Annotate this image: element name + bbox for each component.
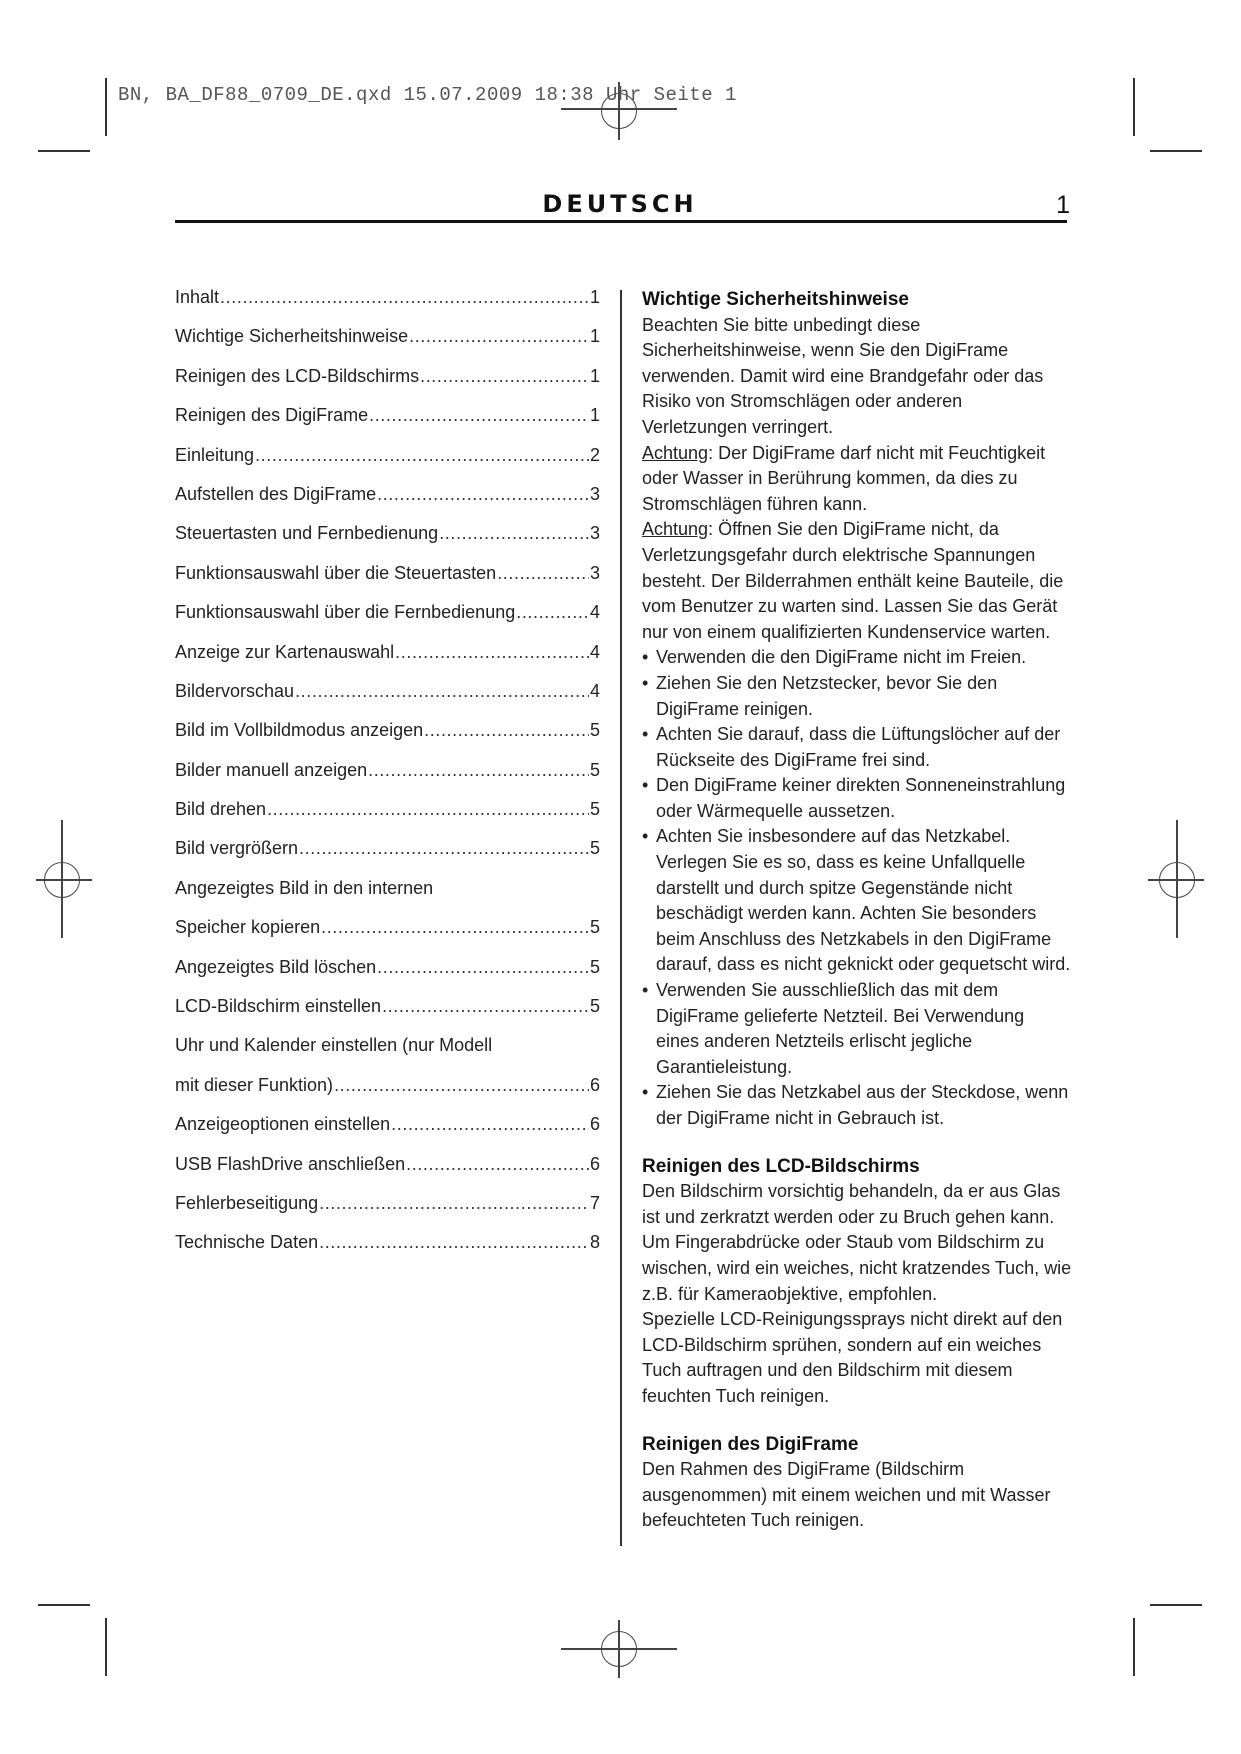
toc-entry[interactable]: Bild im Vollbildmodus anzeigen ..... 5 [175,719,600,758]
crop-mark [105,78,107,136]
toc-entry[interactable]: Bildervorschau ..... 4 [175,680,600,719]
toc-entry[interactable]: LCD-Bildschirm einstellen ..... 5 [175,995,600,1034]
toc-entry[interactable]: USB FlashDrive anschließen ..... 6 [175,1153,600,1192]
header-rule [175,220,1067,223]
crop-mark [1133,78,1135,136]
toc-entry[interactable]: Wichtige Sicherheitshinweise ..... 1 [175,325,600,364]
crop-mark [38,150,90,152]
toc-entry[interactable]: Angezeigtes Bild löschen ..... 5 [175,956,600,995]
lcd-paragraph: Spezielle LCD-Reinigungssprays nicht direkt auf den LCD-Bildschirm sprühen, sondern auf ein weiches Tuch auftragen und den Bildschirm mit diesem feuchten Tuch reinigen. [642,1309,1063,1406]
toc-entry[interactable]: Bild drehen ..... 5 [175,798,600,837]
section-heading-safety: Wichtige Sicherheitshinweise [642,289,909,310]
toc-entry[interactable]: Inhalt ..... 1 [175,286,600,325]
crop-mark [38,1604,90,1606]
lcd-paragraph: Um Fingerabdrücke oder Staub vom Bildschirm zu wischen, wird ein weiches, nicht kratzendes Tuch, wie z.B. für Kameraobjektive, empfohlen. [642,1232,1072,1304]
registration-circle [1159,862,1195,898]
toc-entry[interactable]: Anzeige zur Kartenauswahl ..... 4 [175,641,600,680]
list-item: • Achten Sie insbesondere auf das Netzkabel. Verlegen Sie es so, dass es keine Unfallquelle darstellt und durch spitze Gegenstände nicht beschädigt werden kann. Achten Sie besonders beim Anschluss des Netzkabels in den DigiFrame darauf, dass es nicht geknickt oder gequetscht wird. [642,824,1072,978]
toc-entry[interactable]: mit dieser Funktion) ..... 6 [175,1074,600,1113]
toc-entry[interactable]: Reinigen des DigiFrame ..... 1 [175,404,600,443]
toc-entry[interactable]: Einleitung ..... 2 [175,444,600,483]
toc-entry[interactable]: Speicher kopieren ..... 5 [175,916,600,955]
safety-warning-2: Achtung: Öffnen Sie den DigiFrame nicht, da Verletzungsgefahr durch elektrische Spannungen besteht. Der Bilderrahmen enthält keine Bauteile, die vom Benutzer zu warten sind. Lassen Sie das Gerät nur von einem qualifizierten Kundenservice warten. [642,519,1064,642]
digiframe-paragraph: Den Rahmen des DigiFrame (Bildschirm ausgenommen) mit einem weichen und mit Wasser befeuchteten Tuch reinigen. [642,1459,1051,1531]
registration-circle [601,1631,637,1667]
toc-entry[interactable]: Steuertasten und Fernbedienung ..... 3 [175,522,600,561]
toc-entry[interactable]: Anzeigeoptionen einstellen ..... 6 [175,1113,600,1152]
print-slug: BN, BA_DF88_0709_DE.qxd 15.07.2009 18:38 Uhr Seite 1 [118,84,737,106]
list-item: • Achten Sie darauf, dass die Lüftungslöcher auf der Rückseite des DigiFrame frei sind. [642,722,1072,773]
toc-entry[interactable]: Funktionsauswahl über die Steuertasten ..... 3 [175,562,600,601]
list-item: • Verwenden die den DigiFrame nicht im Freien. [642,645,1072,671]
warning-label: Achtung [642,519,709,540]
column-divider [620,290,622,1546]
toc-entry[interactable]: Funktionsauswahl über die Fernbedienung ..... 4 [175,601,600,640]
list-item: • Ziehen Sie das Netzkabel aus der Steckdose, wenn der DigiFrame nicht in Gebrauch ist. [642,1080,1072,1131]
toc-entry[interactable]: Fehlerbeseitigung ..... 7 [175,1192,600,1231]
crop-mark [1133,1618,1135,1676]
page-number: 1 [1056,191,1070,219]
list-item: • Ziehen Sie den Netzstecker, bevor Sie den DigiFrame reinigen. [642,671,1072,722]
crop-mark [105,1618,107,1676]
toc-entry[interactable]: Bild vergrößern ..... 5 [175,837,600,876]
page-title: DEUTSCH [542,190,698,218]
crop-mark [1150,150,1202,152]
section-heading-digiframe: Reinigen des DigiFrame [642,1433,859,1455]
toc-entry[interactable]: Bilder manuell anzeigen ..... 5 [175,759,600,798]
crop-mark [1150,1604,1202,1606]
safety-intro: Beachten Sie bitte unbedingt diese Sicherheitshinweise, wenn Sie den DigiFrame verwenden. Damit wird eine Brandgefahr oder das Risiko von Stromschlägen oder anderen Verletzungen verringert. [642,314,1044,437]
toc-entry[interactable]: Reinigen des LCD-Bildschirms ..... 1 [175,365,600,404]
toc-entry[interactable]: Angezeigtes Bild in den internen [175,877,434,898]
lcd-paragraph: Den Bildschirm vorsichtig behandeln, da er aus Glas ist und zerkratzt werden oder zu Bruch gehen kann. [642,1181,1061,1227]
toc-entry[interactable]: Technische Daten ..... 8 [175,1231,600,1270]
table-of-contents [175,286,600,1271]
safety-list [642,645,1072,1131]
toc-entry[interactable]: Uhr und Kalender einstellen (nur Modell [175,1035,493,1056]
toc-entry[interactable]: Aufstellen des DigiFrame ..... 3 [175,483,600,522]
list-item: • Verwenden Sie ausschließlich das mit dem DigiFrame gelieferte Netzteil. Bei Verwendung eines anderen Netzteils erlischt jegliche Garantieleistung. [642,978,1072,1080]
section-heading-lcd: Reinigen des LCD-Bildschirms [642,1155,920,1177]
registration-circle [44,862,80,898]
list-item: • Den DigiFrame keiner direkten Sonneneinstrahlung oder Wärmequelle aussetzen. [642,773,1072,824]
safety-warning-1: Achtung: Der DigiFrame darf nicht mit Feuchtigkeit oder Wasser in Berührung kommen, da dies zu Stromschlägen führen kann. [642,442,1046,514]
warning-label: Achtung [642,442,709,463]
content-column [642,287,1072,1534]
